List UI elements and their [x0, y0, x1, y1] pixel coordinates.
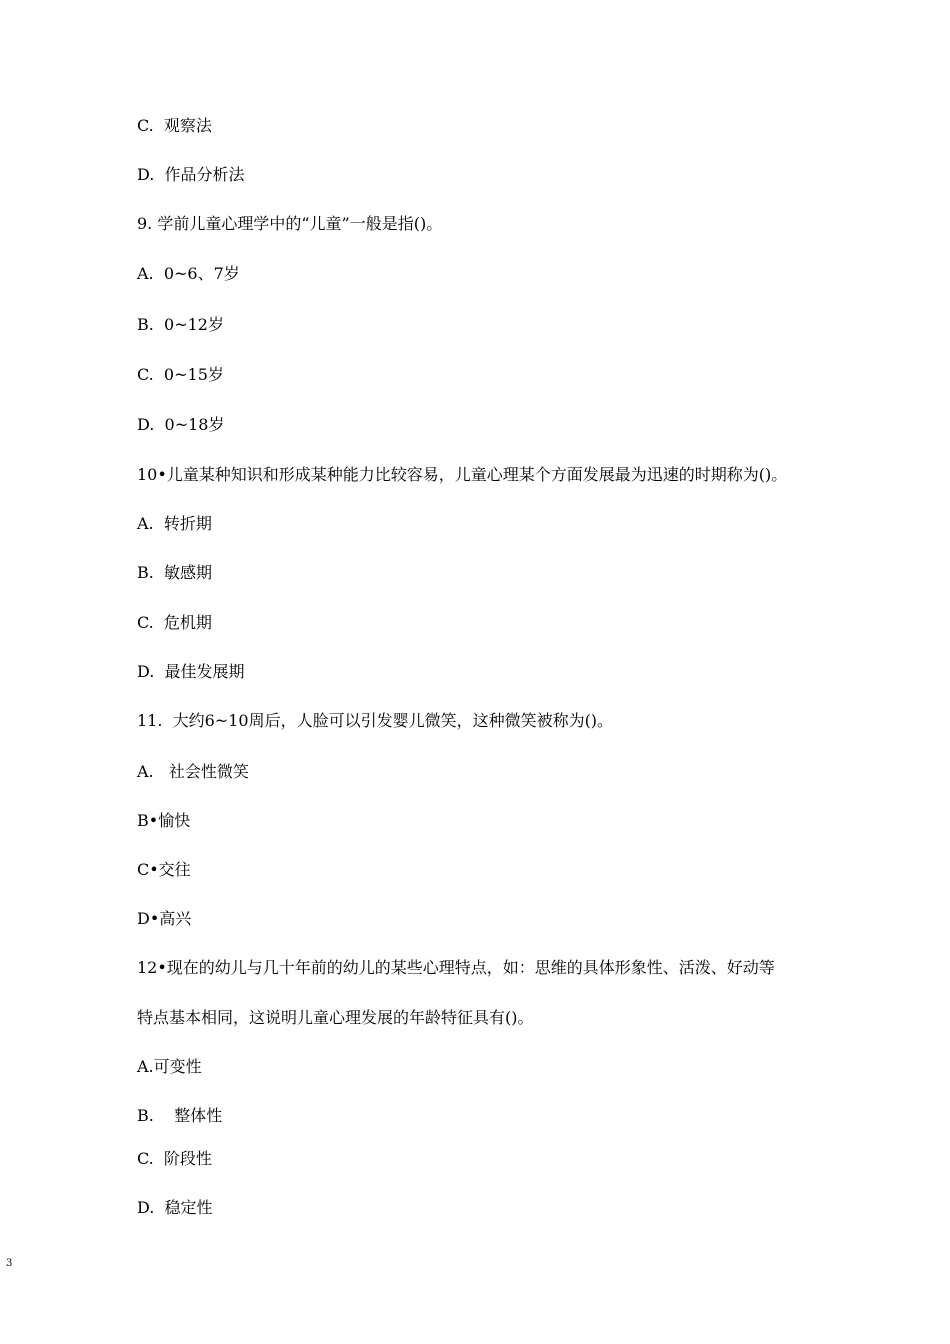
option-8c: C. 观察法	[137, 116, 212, 135]
option-11a: A. 社会性微笑	[137, 762, 249, 781]
option-12c: C. 阶段性	[137, 1149, 212, 1168]
option-9c: C. 0~15岁	[137, 365, 224, 384]
option-12b: B. 整体性	[137, 1106, 223, 1125]
option-8d: D. 作品分析法	[137, 165, 245, 184]
question-10: 10•儿童某种知识和形成某种能力比较容易，儿童心理某个方面发展最为迅速的时期称为()。	[137, 465, 788, 484]
option-12d: D. 稳定性	[137, 1198, 213, 1217]
question-12-line-2: 特点基本相同，这说明儿童心理发展的年龄特征具有()。	[137, 1008, 534, 1027]
page-number: 3	[6, 1258, 13, 1269]
question-12-line-1: 12•现在的幼儿与几十年前的幼儿的某些心理特点，如：思维的具体形象性、活泼、好动等	[137, 958, 775, 977]
option-9d: D. 0~18岁	[137, 415, 225, 434]
option-10d: D. 最佳发展期	[137, 662, 245, 681]
option-10a: A. 转折期	[137, 514, 212, 533]
question-11: 11. 大约6~10周后，人脸可以引发婴儿微笑，这种微笑被称为()。	[137, 711, 614, 730]
option-12a: A.可变性	[137, 1057, 202, 1076]
option-11c: C•交往	[137, 860, 191, 879]
option-9a: A. 0~6、7岁	[137, 264, 240, 283]
option-9b: B. 0~12岁	[137, 315, 224, 334]
option-10c: C. 危机期	[137, 613, 212, 632]
option-11b: B•愉快	[137, 811, 191, 830]
option-10b: B. 敏感期	[137, 563, 213, 582]
option-11d: D•高兴	[137, 909, 192, 928]
question-9: 9. 学前儿童心理学中的“儿童”一般是指()。	[137, 214, 443, 233]
